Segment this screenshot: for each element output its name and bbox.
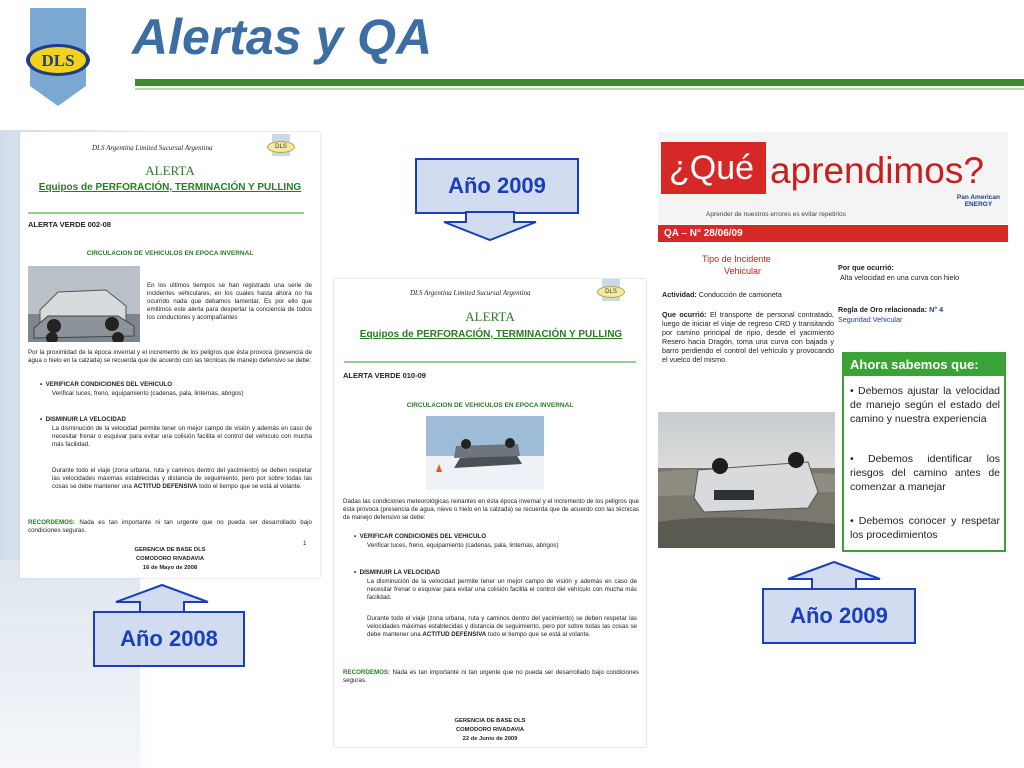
company-header: DLS Argentina Limited Sucursal Argentina — [92, 144, 213, 152]
footer-line-2: COMODORO RIVADAVIA — [135, 556, 205, 562]
regla-label: Regla de Oro relacionada: N° 4 — [838, 305, 944, 314]
pan-american-logo: Pan American ENERGY — [956, 194, 1000, 208]
divider — [344, 361, 636, 363]
overturned-car-snow-photo — [426, 416, 544, 490]
footer-date: 22 de Junio de 2009 — [462, 736, 518, 742]
recordemos: RECORDEMOS: Nada es tan importante ni tan urgente que no pueda ser desarrollado bajo condiciones seguras. — [28, 519, 312, 534]
lesson-item: • Debemos ajustar la velocidad de manejo según el estado del camino y nuestra experiencia — [850, 385, 1000, 425]
page-number: 1 — [303, 540, 307, 547]
title-rule — [135, 79, 1024, 86]
ahora-sabemos-box — [842, 352, 1006, 552]
paragraph: Por la proximidad de la época invernal y el incremento de los peligros que ésta provoca (presencia de agua o hielo en la calzada) se recuerda que de acuerdo con las técnicas de manejo defensivo se debe: — [28, 349, 312, 364]
que-label: ¿Qué — [661, 142, 766, 194]
alert-heading: ALERTA — [145, 163, 195, 178]
paragraph: Dadas las condiciones meteorológicas reinantes en ésta época invernal y el incremento de los peligros que ésta provoca (presencia de agua, nieve o hielo en la calzada) se recuerda que de acuerdo con las técnicas de manejo defensivo se debe: — [343, 498, 639, 521]
bullet-1-title: • VERIFICAR CONDICIONES DEL VEHICULO — [40, 381, 173, 388]
bullet-1-text: Verificar luces, freno, equipamiento (cadenas, pala, linternas, abrigos) — [52, 390, 244, 397]
alert-document-2008 — [20, 132, 320, 578]
alert-topic: CIRCULACION DE VEHICULOS EN EPOCA INVERNAL — [406, 402, 574, 409]
alert-subtitle: Equipos de PERFORACIÓN, TERMINACIÓN Y PULLING — [38, 182, 302, 193]
intro-text: En los últimos tiempos se han registrado una serie de incidentes vehiculares, en los cuales hasta ahora no ha ocurrido nada que debamos lamentar. Es por ello que emitimos este alerta para despertar la conciencia de todos los conductores y acompañantes — [147, 282, 312, 321]
alert-topic: CIRCULACION DE VEHICULOS EN EPOCA INVERNAL — [86, 250, 254, 257]
que-ocurrio: Que ocurrió: El transporte de personal contratado, luego de iniciar el viaje de regreso CRD y transitando por camino principal de ripio, desde el yacimiento Resero hacia Dragón, toma una curva con bajada y barro perdiendo el control del vehículo y provocando el vuelco del mismo. — [662, 310, 834, 364]
bullet-2-title-text: DISMINUIR LA VELOCIDAD — [45, 416, 126, 423]
ahora-sabemos-title: Ahora sabemos que: — [844, 354, 1004, 376]
qa-lessons-panel — [658, 132, 1008, 552]
actividad: Actividad: Conducción de camioneta — [662, 290, 782, 299]
bullet-1-title-text: VERIFICAR CONDICIONES DEL VEHICULO — [45, 381, 173, 388]
bullet-2-title-text: DISMINUIR LA VELOCIDAD — [359, 569, 440, 576]
logo-text: DLS — [41, 51, 75, 70]
footer-line-1: GERENCIA DE BASE DLS — [454, 718, 526, 724]
crashed-vehicles-photo — [28, 266, 140, 342]
alert-code: ALERTA VERDE 010-09 — [343, 371, 426, 380]
divider — [28, 212, 304, 214]
dls-badge: DLS — [597, 286, 625, 298]
footer-line-2: COMODORO RIVADAVIA — [455, 727, 525, 733]
bullet-1-text: Verificar luces, freno, equipamiento (cadenas, pala, linternas, abrigos) — [367, 542, 559, 549]
qa-number-bar: QA – N° 28/06/09 — [658, 225, 1008, 242]
bullet-2-title: • DISMINUIR LA VELOCIDAD — [354, 569, 440, 576]
year-label-2008: Año 2008 — [93, 611, 245, 667]
tipo-incidente-label: Tipo de Incidente — [702, 254, 771, 264]
porque-label: Por que ocurrió: — [838, 263, 894, 272]
tipo-incidente-value: Vehicular — [724, 266, 762, 276]
regla-value: Seguridad Vehicular — [838, 315, 903, 324]
dls-badge: DLS — [267, 141, 295, 153]
footer-line-1: GERENCIA DE BASE DLS — [134, 547, 206, 553]
qa-tagline: Aprender de nuestros errores es evitar repetirlos — [706, 211, 846, 218]
bullet-3-text: Durante todo el viaje (zona urbana, ruta y caminos dentro del yacimiento) se deben respetar las velocidades máximas establecidas y distancia de seguimiento, pero por sobre todas las cosas se debe mantener una ACTITUD DEFENSIVA todo el tiempo que se está al volante. — [367, 615, 637, 638]
year-label-2009-top: Año 2009 — [415, 158, 579, 214]
title-rule-light — [135, 88, 1024, 90]
bullet-2-text: La disminución de la velocidad permite tener un mejor campo de visión y además en caso de necesitar frenar o esquivar para evitar una colisión facilita el control del vehículo con mucha más facilidad. — [52, 425, 312, 448]
alert-heading: ALERTA — [465, 309, 515, 324]
alert-document-2009 — [334, 279, 646, 747]
dls-logo — [26, 8, 90, 112]
footer-date: 16 de Mayo de 2008 — [142, 565, 198, 571]
lesson-item: • Debemos conocer y respetar los procedimientos — [850, 515, 1000, 541]
arrow-down-2009 — [442, 212, 538, 242]
page-title: Alertas y QA — [132, 9, 433, 65]
bullet-1-title-text: VERIFICAR CONDICIONES DEL VEHICULO — [359, 533, 487, 540]
alert-code: ALERTA VERDE 002-08 — [28, 220, 111, 229]
arrow-up-2008 — [114, 584, 210, 614]
porque-value: Alta velocidad en una curva con hielo — [840, 273, 960, 282]
overturned-vehicle-photo — [658, 412, 835, 548]
aprendimos-label: aprendimos? — [770, 150, 984, 191]
recordemos: RECORDEMOS: Nada es tan importante ni tan urgente que no pueda ser desarrollado bajo condiciones seguras. — [343, 669, 639, 684]
bullet-2-text: La disminución de la velocidad permite tener un mejor campo de visión y además en caso de necesitar frenar o esquivar para evitar una colisión facilita el control del vehículo con mucha más facilidad. — [367, 578, 637, 601]
bullet-1-title: • VERIFICAR CONDICIONES DEL VEHICULO — [354, 533, 487, 540]
alert-subtitle: Equipos de PERFORACIÓN, TERMINACIÓN Y PULLING — [359, 329, 623, 340]
arrow-up-2009 — [786, 561, 882, 591]
bullet-3-text: Durante todo el viaje (zona urbana, ruta y caminos dentro del yacimiento) se deben respetar las velocidades máximas establecidas y distancia de seguimiento, pero por sobre todas las cosas se debe mantener una ACTITUD DEFENSIVA todo el tiempo que se está al volante. — [52, 467, 312, 490]
year-label-2009-right: Año 2009 — [762, 588, 916, 644]
company-header: DLS Argentina Limited Sucursal Argentina — [410, 289, 531, 297]
lesson-item: • Debemos identificar los riesgos del camino antes de comenzar a manejar — [850, 453, 1000, 493]
bullet-2-title: • DISMINUIR LA VELOCIDAD — [40, 416, 126, 423]
